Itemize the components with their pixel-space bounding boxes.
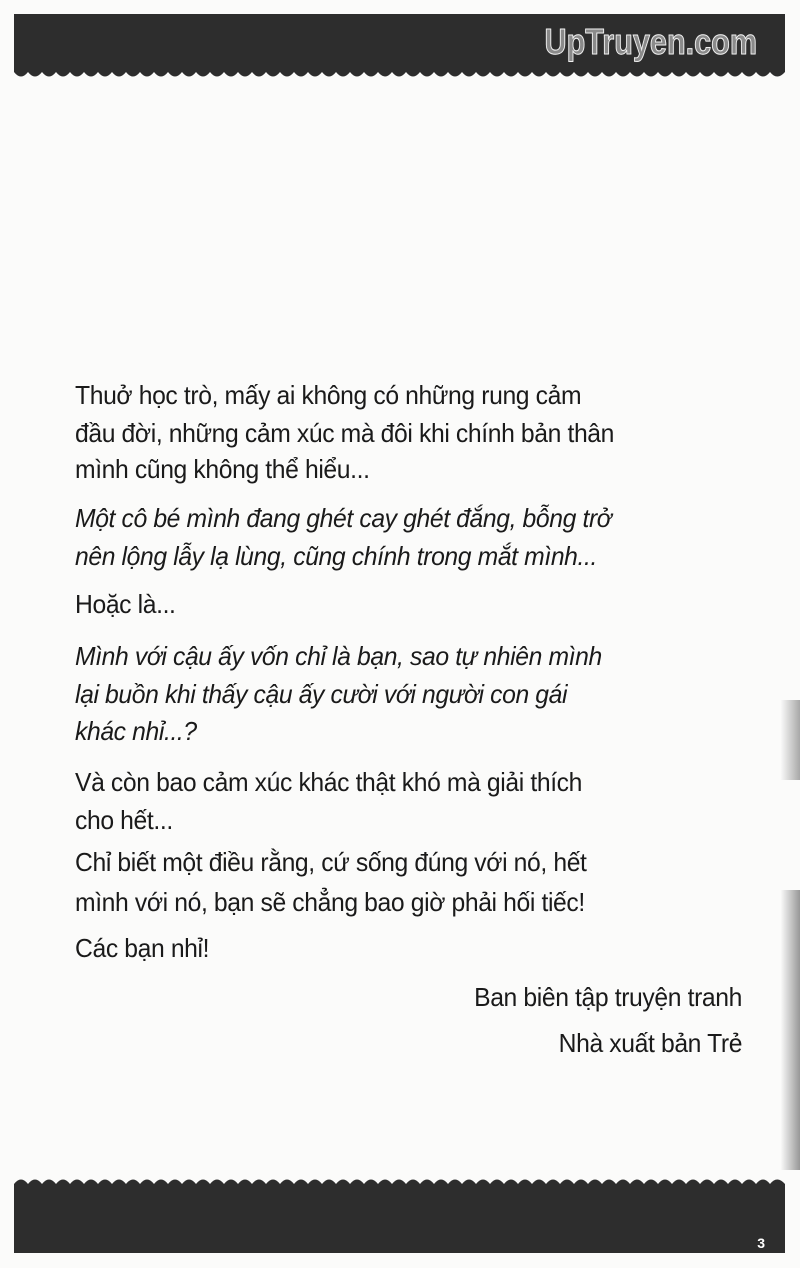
text-line: cho hết...: [75, 805, 173, 835]
signature-editorial-board: Ban biên tập truyện tranh: [474, 982, 742, 1012]
text-line: Thuở học trò, mấy ai không có những rung cảm: [75, 380, 582, 410]
text-line: đầu đời, những cảm xúc mà đôi khi chính bản thân: [75, 418, 615, 448]
text-line: Hoặc là...: [75, 589, 176, 619]
page-edge-shadow: [780, 890, 800, 1170]
text-line-italic: Một cô bé mình đang ghét cay ghét đắng, bỗng trở: [75, 503, 612, 533]
text-line: mình với nó, bạn sẽ chẳng bao giờ phải hối tiếc!: [75, 887, 585, 917]
page-number: 3: [757, 1235, 765, 1251]
page-edge-shadow: [780, 700, 800, 780]
watermark-logo: UpTruyen.com: [544, 21, 757, 62]
text-line-italic: khác nhỉ...?: [75, 716, 197, 746]
text-line: Các bạn nhỉ!: [75, 933, 210, 963]
text-line: Chỉ biết một điều rằng, cứ sống đúng với nó, hết: [75, 847, 587, 877]
text-line-italic: nên lộng lẫy lạ lùng, cũng chính trong mắt mình...: [75, 541, 597, 571]
text-line-italic: lại buồn khi thấy cậu ấy cười với người con gái: [75, 679, 568, 709]
header-band: [14, 14, 785, 70]
header-wave-edge: [14, 69, 785, 79]
footer-band: [14, 1186, 785, 1253]
text-line: mình cũng không thể hiểu...: [75, 454, 370, 484]
signature-publisher: Nhà xuất bản Trẻ: [558, 1028, 742, 1058]
text-line-italic: Mình với cậu ấy vốn chỉ là bạn, sao tự nhiên mình: [75, 641, 602, 671]
text-line: Và còn bao cảm xúc khác thật khó mà giải thích: [75, 767, 583, 797]
